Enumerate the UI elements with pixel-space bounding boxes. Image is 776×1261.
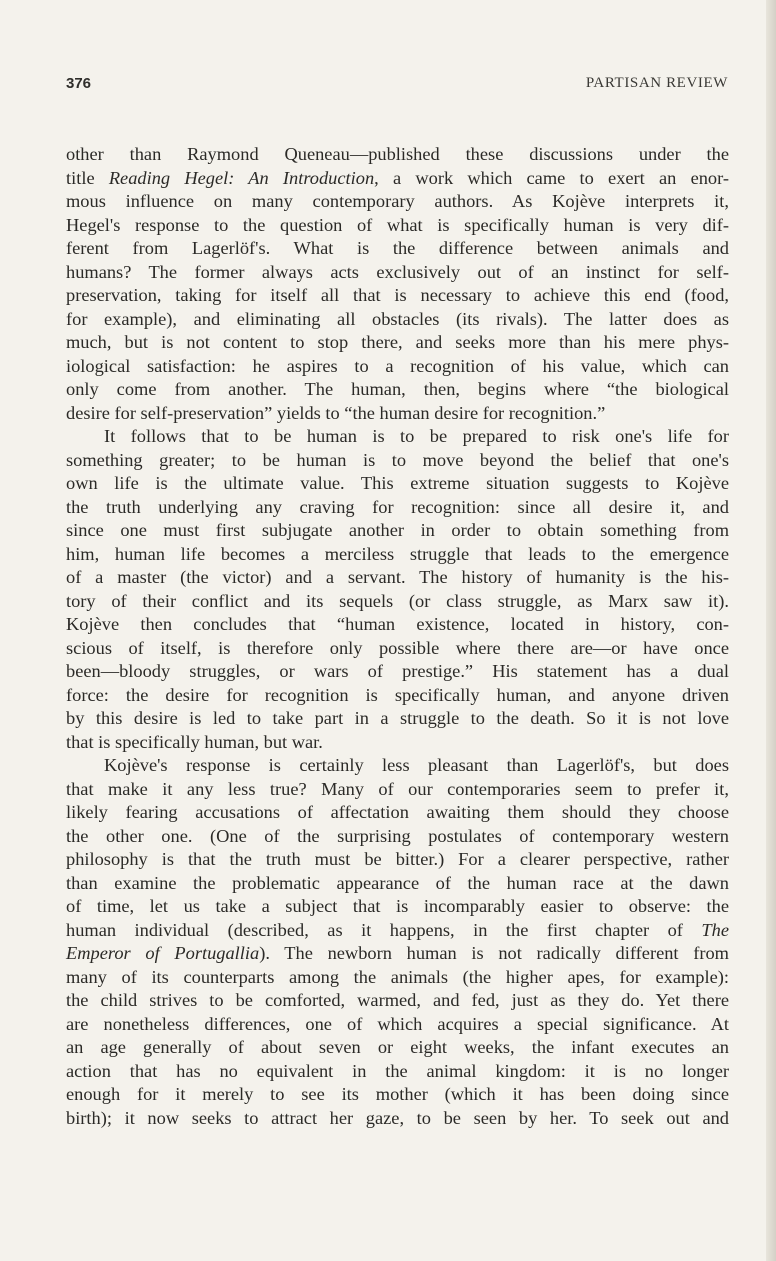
text-line: an age generally of about seven or eight weeks, the infant executes an — [66, 1037, 729, 1057]
text-line: that make it any less true? Many of our contemporaries seem to prefer it, — [66, 778, 729, 799]
text-line: philosophy is that the truth must be bitter.) For a clearer perspective, rather — [66, 849, 729, 869]
paragraph — [66, 754, 729, 1130]
page-number: 376 — [66, 75, 92, 92]
text-line: action that has no equivalent in the animal kingdom: it is no longer — [66, 1060, 729, 1081]
text-line: title Reading Hegel: An Introduction, a work which came to exert an enor- — [66, 167, 729, 188]
text-line: only come from another. The human, then, begins where “the biological — [66, 379, 729, 399]
text-line: tory of their conflict and its sequels (or class struggle, as Marx saw it). — [66, 590, 729, 611]
text-line: Hegel's response to the question of what is specifically human is very dif- — [66, 214, 729, 235]
text-line: human individual (described, as it happens, in the first chapter of The — [66, 919, 729, 940]
text-line: humans? The former always acts exclusively out of an instinct for self- — [66, 261, 729, 282]
text-line: are nonetheless differences, one of which acquires a special significance. At — [66, 1013, 729, 1034]
text-line: scious of itself, is therefore only possible where there are—or have once — [66, 637, 729, 658]
body-text — [66, 143, 729, 1130]
paragraph — [66, 143, 729, 425]
text-line: Emperor of Portugallia). The newborn human is not radically different from — [66, 943, 729, 963]
text-line: that is specifically human, but war. — [66, 731, 323, 752]
italic-title: Reading Hegel: An Introduction — [108, 167, 375, 188]
text-line: It follows that to be human is to be prepared to risk one's life for — [104, 426, 729, 446]
text-line: enough for it merely to see its mother (which it has been doing since — [66, 1084, 729, 1104]
italic-title: Emperor of Portugallia — [66, 943, 260, 963]
text-line: than examine the problematic appearance of the human race at the dawn — [66, 872, 729, 893]
text-line: Kojève then concludes that “human existence, located in history, con- — [66, 614, 729, 634]
text-line: much, but is not content to stop there, and seeks more than his mere phys- — [66, 332, 729, 352]
journal-title: PARTISAN REVIEW — [585, 75, 728, 91]
text-line: iological satisfaction: he aspires to a recognition of his value, which can — [66, 355, 729, 376]
text-line: something greater; to be human is to move beyond the belief that one's — [66, 449, 729, 470]
text-line: other than Raymond Queneau—published these discussions under the — [66, 144, 729, 164]
text-line: the truth underlying any craving for recognition: since all desire it, and — [66, 496, 729, 517]
text-line: likely fearing accusations of affectation awaiting them should they choose — [66, 802, 729, 822]
running-head — [66, 75, 728, 97]
text-line: of time, let us take a subject that is incomparably easier to observe: the — [66, 896, 729, 916]
text-line: of a master (the victor) and a servant. The history of humanity is the his- — [66, 567, 729, 587]
text-line: birth); it now seeks to attract her gaze, to be seen by her. To seek out and — [66, 1107, 729, 1128]
text-line: ferent from Lagerlöf's. What is the difference between animals and — [66, 238, 729, 258]
text-line: preservation, taking for itself all that is necessary to achieve this end (food, — [66, 285, 729, 305]
text-line: many of its counterparts among the animals (the higher apes, for example): — [66, 966, 729, 987]
text-line: Kojève's response is certainly less pleasant than Lagerlöf's, but does — [104, 755, 729, 775]
text-line: by this desire is led to take part in a struggle to the death. So it is not love — [66, 708, 729, 728]
text-line: force: the desire for recognition is specifically human, and anyone driven — [66, 684, 729, 705]
text-line: own life is the ultimate value. This extreme situation suggests to Kojève — [66, 473, 729, 493]
text-line: since one must first subjugate another in order to obtain something from — [66, 520, 729, 540]
page-edge-shadow — [766, 0, 776, 1261]
text-line: mous influence on many contemporary authors. As Kojève interprets it, — [66, 191, 729, 211]
text-line: the other one. (One of the surprising postulates of contemporary western — [66, 825, 729, 846]
paragraph — [66, 425, 729, 754]
text-line: been—bloody struggles, or wars of prestige.” His statement has a dual — [66, 661, 729, 681]
text-line: desire for self-preservation” yields to “the human desire for recognition.” — [66, 402, 606, 423]
text-line: for example), and eliminating all obstacles (its rivals). The latter does as — [66, 308, 729, 329]
text-line: the child strives to be comforted, warmed, and fed, just as they do. Yet there — [66, 990, 729, 1010]
italic-title: The — [701, 919, 729, 940]
text-line: him, human life becomes a merciless struggle that leads to the emergence — [66, 543, 729, 564]
